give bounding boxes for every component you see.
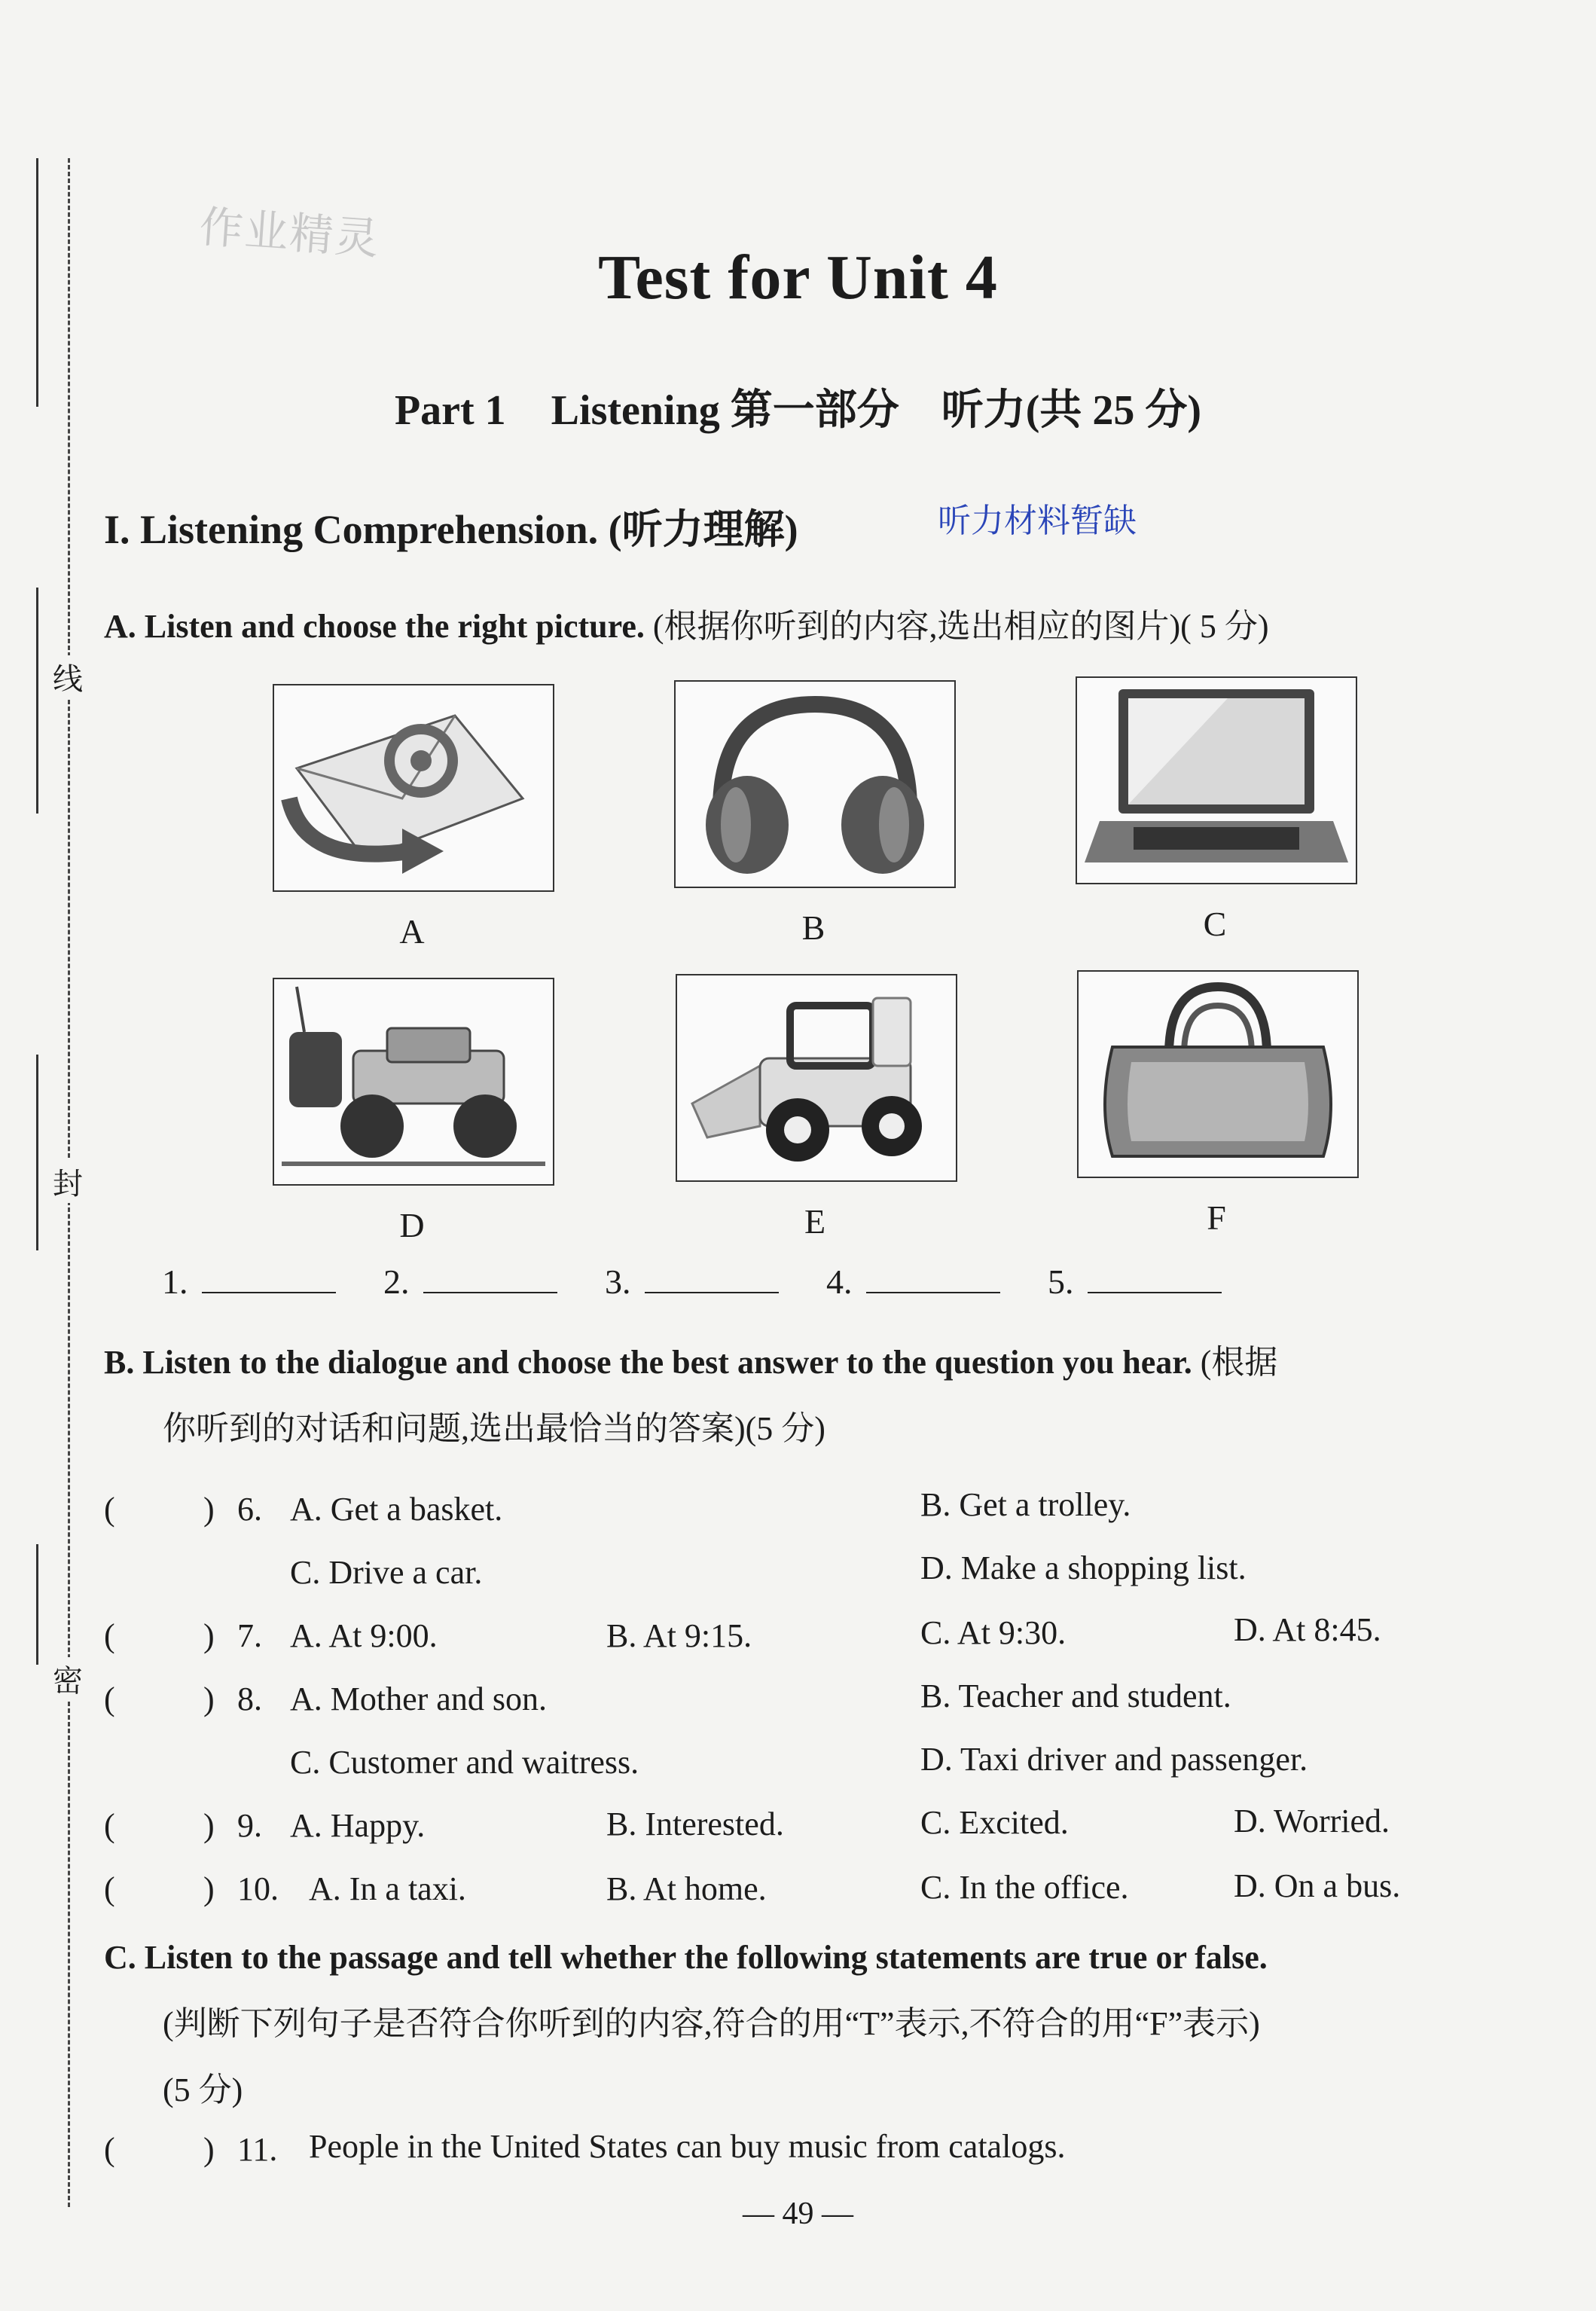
toy-bulldozer-icon [677, 975, 956, 1180]
email-icon [274, 685, 553, 890]
section-b-title: B. Listen to the dialogue and choose the best answer to the question you hear. [104, 1344, 1192, 1381]
handbag-icon [1079, 972, 1357, 1177]
picture-a [273, 684, 554, 892]
option-b: B. Interested. [606, 1806, 784, 1842]
option-c: C. In the office. [920, 1869, 1129, 1906]
section-c-heading [104, 1925, 1497, 2123]
option-b: B. Teacher and student. [920, 1678, 1231, 1714]
section-c-title: C. Listen to the passage and tell whether the following statements are true or false. [104, 1939, 1268, 1976]
option-c: C. At 9:30. [920, 1614, 1067, 1651]
question-number: 6. [237, 1491, 262, 1528]
blank-number: 3. [605, 1262, 631, 1301]
question-number: 8. [237, 1681, 262, 1717]
option-d: D. On a bus. [1234, 1867, 1401, 1904]
option-a: A. Get a basket. [290, 1491, 503, 1528]
question-number: 7. [237, 1617, 262, 1654]
answer-paren-open[interactable]: ( [104, 1870, 115, 1907]
laptop-icon [1077, 678, 1356, 883]
option-a: A. In a taxi. [309, 1870, 466, 1907]
question-number: 9. [237, 1807, 262, 1844]
option-b: B. At home. [606, 1870, 767, 1907]
option-d: D. Worried. [1234, 1803, 1390, 1839]
section-a-heading [104, 599, 1268, 647]
headphones-icon [676, 682, 954, 887]
section-c-instruction: (判断下列句子是否符合你听到的内容,符合的用“T”表示,不符合的用“F”表示) [163, 2005, 1260, 2042]
page-number: — 49 — [743, 2197, 853, 2231]
picture-label-e: E [804, 1202, 826, 1241]
answer-paren-close: ) [203, 1807, 215, 1844]
blank-item[interactable] [605, 1262, 779, 1302]
section-b-heading [104, 1330, 1482, 1462]
picture-label-f: F [1207, 1198, 1226, 1237]
picture-label-c: C [1203, 905, 1227, 943]
part-label: Part 1 [394, 387, 506, 434]
blank-number: 1. [162, 1262, 188, 1301]
answer-paren-open[interactable]: ( [104, 1617, 115, 1654]
answer-paren-close: ) [203, 1681, 215, 1717]
option-a: A. Mother and son. [290, 1681, 547, 1717]
blank-item[interactable] [162, 1262, 336, 1302]
picture-label-b: B [801, 908, 825, 947]
answer-paren-open[interactable]: ( [104, 1681, 115, 1717]
page-title: Test for Unit 4 [598, 243, 998, 313]
blank-number: 4. [826, 1262, 853, 1301]
option-c: C. Excited. [920, 1804, 1069, 1841]
blank-item[interactable] [1048, 1262, 1222, 1302]
picture-d [273, 978, 554, 1186]
picture-label-a: A [399, 912, 425, 951]
listening-material-note[interactable]: 听力材料暂缺 [938, 502, 1137, 540]
blank-number: 5. [1048, 1262, 1074, 1301]
section-b-instruction-2: 你听到的对话和问题,选出最恰当的答案)(5 分) [163, 1410, 825, 1447]
part-heading [0, 377, 1596, 437]
answer-blanks [162, 1262, 1261, 1302]
blank-number: 2. [383, 1262, 410, 1301]
picture-label-d: D [399, 1206, 425, 1244]
blank-item[interactable] [826, 1262, 1000, 1302]
binding-char-feng: 封 [51, 1160, 84, 1203]
option-a: A. At 9:00. [290, 1617, 438, 1654]
picture-f [1077, 970, 1359, 1178]
statement-text: People in the United States can buy music from catalogs. [309, 2128, 1066, 2165]
option-b: B. At 9:15. [606, 1617, 752, 1654]
option-d: D. Make a shopping list. [920, 1549, 1247, 1586]
section-a-title: A. Listen and choose the right picture. [104, 608, 645, 645]
question-number: 11. [237, 2131, 278, 2168]
binding-rule [36, 1055, 38, 1250]
section-a-instruction: (根据你听到的内容,选出相应的图片)( 5 分) [652, 608, 1269, 645]
blank-item[interactable] [383, 1262, 557, 1302]
answer-paren-close: ) [203, 1617, 215, 1654]
option-c: C. Drive a car. [290, 1554, 483, 1591]
answer-paren-close: ) [203, 1870, 215, 1907]
option-d: D. At 8:45. [1234, 1611, 1381, 1648]
binding-rule [36, 588, 38, 814]
rc-car-icon [274, 979, 553, 1184]
answer-paren-open[interactable]: ( [104, 2131, 115, 2168]
answer-paren-open[interactable]: ( [104, 1807, 115, 1844]
option-b: B. Get a trolley. [920, 1486, 1131, 1523]
answer-paren-close: ) [203, 1491, 215, 1528]
picture-c [1076, 676, 1357, 884]
part-text: Listening 第一部分 听力(共 25 分) [551, 387, 1202, 434]
answer-paren-close: ) [203, 2131, 215, 2168]
question-number: 10. [237, 1870, 279, 1907]
section-b-instruction-1: (根据 [1200, 1344, 1278, 1381]
binding-char-mi: 密 [51, 1657, 84, 1700]
option-c: C. Customer and waitress. [290, 1744, 639, 1781]
section-c-points: (5 分) [163, 2071, 243, 2108]
answer-paren-open[interactable]: ( [104, 1491, 115, 1528]
binding-rule [36, 1544, 38, 1665]
option-a: A. Happy. [290, 1807, 426, 1844]
picture-e [676, 974, 957, 1182]
option-d: D. Taxi driver and passenger. [920, 1741, 1308, 1778]
section-1-title: I. Listening Comprehension. (听力理解) [104, 507, 798, 552]
picture-b [674, 680, 956, 888]
watermark: 作业精灵 [197, 200, 382, 265]
binding-char-xian: 线 [51, 655, 84, 698]
